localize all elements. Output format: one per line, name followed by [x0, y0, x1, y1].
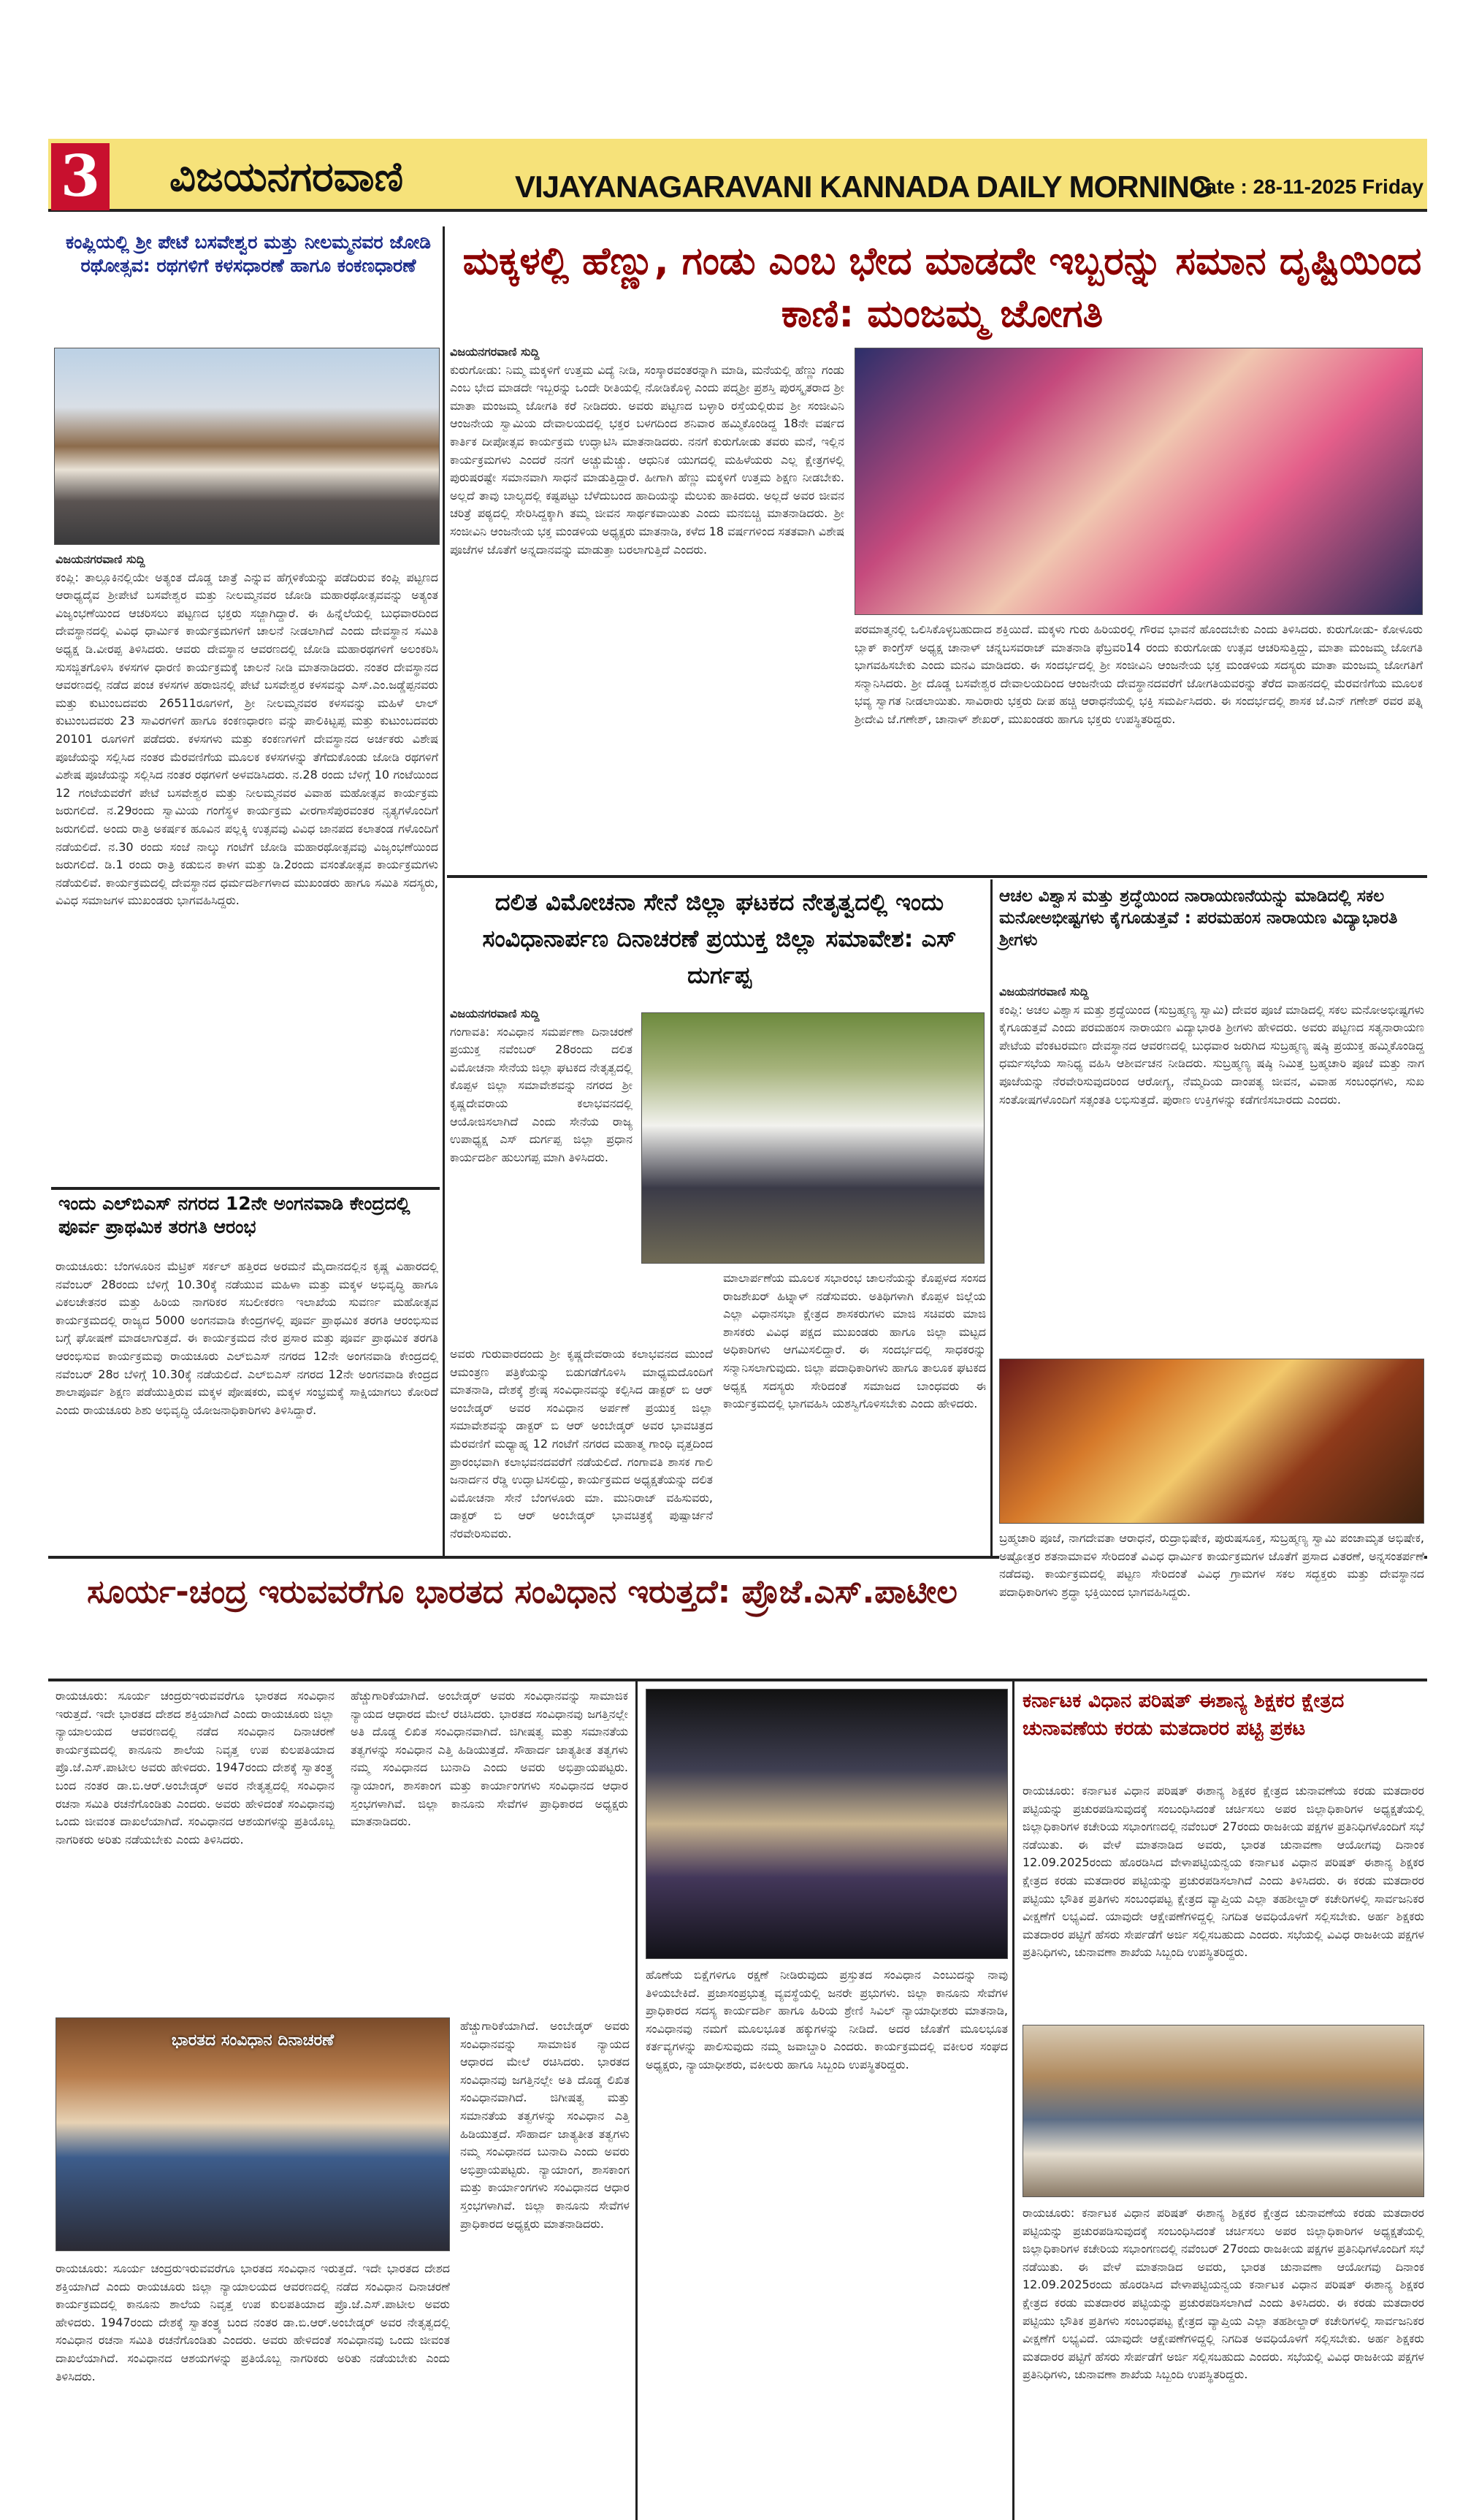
column-divider [635, 1680, 638, 2520]
masthead-title-kannada: ವಿಜಯನಗರವಾಣಿ [169, 153, 404, 201]
column-divider [990, 879, 993, 1556]
article-dalit-right [723, 1269, 986, 1553]
article-body: ರಾಯಚೂರು: ಸೂರ್ಯ ಚಂದ್ರರುಇರುವವರೆಗೂ ಭಾರತದ ಸಂವಿಧಾನ ಇರುತ್ತದೆ. ಇದೇ ಭಾರತದ ದೇಶದ ಶಕ್ತಿಯಾಗಿದೆ ಎಂದು ರಾಯಚೂರು ಜಿಲ್ಲಾ ನ್ಯಾಯಾಲಯದ ಆವರಣದಲ್ಲಿ ನಡೆದ ಸಂವಿಧಾನ ದಿನಾಚರಣೆ ಕಾರ್ಯಕ್ರಮದಲ್ಲಿ ಕಾನೂನು ಶಾಲೆಯ ನಿವೃತ್ತ ಉಪ ಕುಲಪತಿಯಾದ ಪ್ರೊ.ಜೆ.ಎಸ್.ಪಾಟೀಲ ಅವರು ಹೇಳಿದರು. 1947ರಂದು ದೇಶಕ್ಕೆ ಸ್ವಾತಂತ್ರ್ಯ ಬಂದ ನಂತರ ಡಾ.ಬಿ.ಆರ್.ಅಂಬೇಡ್ಕರ್ ಅವರ ನೇತೃತ್ವದಲ್ಲಿ ಸಂವಿಧಾನ ರಚನಾ ಸಮಿತಿ ರಚನೆಗೊಂಡಿತು ಎಂದರು. ಅವರು ಹೇಳಿದಂತೆ ಸಂವಿಧಾನವು ಒಂದು ಜೀವಂತ ದಾಖಲೆಯಾಗಿದೆ. ಸಂವಿಧಾನದ ಆಶಯಗಳನ್ನು ಪ್ರತಿಯೊಬ್ಬ ನಾಗರಿಕರು ಅರಿತು ನಡೆಯಬೇಕು ಎಂದು ತಿಳಿಸಿದರು. [56, 1689, 335, 1847]
article-council-bottom [1023, 2204, 1424, 2508]
column-divider [1012, 1680, 1014, 2520]
section-divider [447, 875, 1427, 878]
article-body: ಹೊಣೆಯ ಬಿಕ್ಷೆಗಳಿಗೂ ರಕ್ಷಣೆ ನೀಡಿರುವುದು ಪ್ರಸ್ತುತದ ಸಂವಿಧಾನ ಎಂಬುದನ್ನು ನಾವು ತಿಳಿಯಬೇಕಿದೆ. ಪ್ರಜಾಸಂಪ್ರಭುತ್ವ ವ್ಯವಸ್ಥೆಯಲ್ಲಿ ಜನರೇ ಪ್ರಭುಗಳು. ಜಿಲ್ಲಾ ಕಾನೂನು ಸೇವೆಗಳ ಪ್ರಾಧಿಕಾರದ ಸದಸ್ಯ ಕಾರ್ಯದರ್ಶಿ ಹಾಗೂ ಹಿರಿಯ ಶ್ರೇಣಿ ಸಿವಿಲ್ ನ್ಯಾಯಾಧೀಶರು ಮಾತನಾಡಿ, ಸಂವಿಧಾನವು ನಮಗೆ ಮೂಲಭೂತ ಹಕ್ಕುಗಳನ್ನು ನೀಡಿದೆ. ಅದರ ಜೊತೆಗೆ ಮೂಲಭೂತ ಕರ್ತವ್ಯಗಳನ್ನು ಪಾಲಿಸುವುದು ನಮ್ಮ ಜವಾಬ್ದಾರಿ ಎಂದರು. ಕಾರ್ಯಕ್ರಮದಲ್ಲಿ ವಕೀಲರ ಸಂಘದ ಅಧ್ಯಕ್ಷರು, ನ್ಯಾಯಾಧೀಶರು, ವಕೀಲರು ಹಾಗೂ ಸಿಬ್ಬಂದಿ ಉಪಸ್ಥಿತರಿದ್ದರು. [646, 1968, 1008, 2072]
headline-council: ಕರ್ನಾಟಕ ವಿಧಾನ ಪರಿಷತ್ ಈಶಾನ್ಯ ಶಿಕ್ಷಕರ ಕ್ಷೇತ್ರದ ಚುನಾವಣೆಯ ಕರಡು ಮತದಾರರ ಪಟ್ಟಿ ಪ್ರಕಟ [1023, 1689, 1345, 1740]
byline: ವಿಜಯನಗರವಾಣಿ ಸುದ್ದಿ [450, 1007, 540, 1020]
headline-main: ಮಕ್ಕಳಲ್ಲಿ ಹೆಣ್ಣು, ಗಂಡು ಎಂಬ ಭೇದ ಮಾಡದೇ ಇಬ್ಬರನ್ನು ಸಮಾನ ದೃಷ್ಟಿಯಿಂದ ಕಾಣಿ: ಮಂಜಮ್ಮ ಜೋಗತಿ [462, 240, 1422, 336]
section-divider [51, 1187, 440, 1190]
headline-guru: ಆಚಲ ವಿಶ್ವಾಸ ಮತ್ತು ಶ್ರದ್ಧೆಯಿಂದ ನಾರಾಯಣನೆಯನ್ನು ಮಾಡಿದಲ್ಲಿ ಸಕಲ ಮನೋಅಭೀಷ್ಟಗಳು ಕೈಗೂಡುತ್ತವೆ : ಪರಮಹಂಸ ನಾರಾಯಣ ವಿದ್ಯಾಭಾರತಿ ಶ್ರೀಗಳು [999, 887, 1398, 950]
headline-anganwadi: ಇಂದು ಎಲ್‌ಬಿಎಸ್ ನಗರದ 12ನೇ ಅಂಗನವಾಡಿ ಕೇಂದ್ರದಲ್ಲಿ ಪೂರ್ವ ಪ್ರಾಥಮಿಕ ತರಗತಿ ಆರಂಭ [58, 1193, 410, 1237]
photo-council-meeting [1023, 2025, 1424, 2197]
section-divider [48, 1679, 1427, 1681]
headline-dalit: ದಲಿತ ವಿಮೋಚನಾ ಸೇನೆ ಜಿಲ್ಲಾ ಘಟಕದ ನೇತೃತ್ವದಲ್ಲಿ ಇಂದು ಸಂವಿಧಾನಾರ್ಪಣ ದಿನಾಚರಣೆ ಪ್ರಯುಕ್ತ ಜಿಲ್ಲಾ ಸಮಾವೇಶ: ಎಸ್ ದುರ್ಗಪ್ಪ [482, 888, 957, 989]
masthead-date: Date : 28-11-2025 Friday [1191, 175, 1424, 198]
byline: ವಿಜಯನಗರವಾಣಿ ಸುದ್ದಿ [56, 552, 145, 566]
article-body: ಗಂಗಾವತಿ: ಸಂವಿಧಾನ ಸಮರ್ಪಣಾ ದಿನಾಚರಣೆ ಪ್ರಯುಕ್ತ ನವೆಂಬರ್ 28ರಂದು ದಲಿತ ವಿಮೋಚನಾ ಸೇನೆಯ ಜಿಲ್ಲಾ ಘಟಕದ ನೇತೃತ್ವದಲ್ಲಿ ಕೊಪ್ಪಳ ಜಿಲ್ಲಾ ಸಮಾವೇಶವನ್ನು ನಗರದ ಶ್ರೀ ಕೃಷ್ಣದೇವರಾಯ ಕಲಾಭವನದಲ್ಲಿ ಆಯೋಜಿಸಲಾಗಿದೆ ಎಂದು ಸೇನೆಯ ರಾಜ್ಯ ಉಪಾಧ್ಯಕ್ಷ ಎಸ್ ದುರ್ಗಪ್ಪ ಜಿಲ್ಲಾ ಪ್ರಧಾನ ಕಾರ್ಯದರ್ಶಿ ಹುಲುಗಪ್ಪ ಮಾಗಿ ತಿಳಿಸಿದರು. [450, 1024, 633, 1164]
page-number: 3 [51, 143, 110, 210]
article-main-right [855, 621, 1423, 869]
masthead-title-english: VIJAYANAGARAVANI KANNADA DAILY MORNING [515, 169, 1212, 204]
article-body: ಹೆಚ್ಚುಗಾರಿಕೆಯಾಗಿದೆ. ಅಂಬೇಡ್ಕರ್ ಅವರು ಸಂವಿಧಾನವನ್ನು ಸಾಮಾಜಿಕ ನ್ಯಾಯದ ಆಧಾರದ ಮೇಲೆ ರಚಿಸಿದರು. ಭಾರತದ ಸಂವಿಧಾನವು ಜಗತ್ತಿನಲ್ಲೇ ಅತಿ ದೊಡ್ಡ ಲಿಖಿತ ಸಂವಿಧಾನವಾಗಿದೆ. ಜಿಗೀಷತ್ವ ಮತ್ತು ಸಮಾನತೆಯ ತತ್ವಗಳನ್ನು ಸಂವಿಧಾನ ಎತ್ತಿ ಹಿಡಿಯುತ್ತದೆ. ಸೌಹಾರ್ದ ಜಾತ್ಯತೀತ ತತ್ವಗಳು ನಮ್ಮ ಸಂವಿಧಾನದ ಬುನಾದಿ ಎಂದು ಅವರು ಅಭಿಪ್ರಾಯಪಟ್ಟರು. ನ್ಯಾಯಾಂಗ, ಶಾಸಕಾಂಗ ಮತ್ತು ಕಾರ್ಯಾಂಗಗಳು ಸಂವಿಧಾನದ ಆಧಾರ ಸ್ತಂಭಗಳಾಗಿವೆ. ಜಿಲ್ಲಾ ಕಾನೂನು ಸೇವೆಗಳ ಪ್ರಾಧಿಕಾರದ ಅಧ್ಯಕ್ಷರು ಮಾತನಾಡಿದರು. [351, 1689, 628, 1829]
photo-banner-text: ಭಾರತದ ಸಂವಿಧಾನ ದಿನಾಚರಣೆ [171, 2031, 335, 2050]
article-guru-top [999, 983, 1424, 1348]
headline-chariot: ಕಂಪ್ಲಿಯಲ್ಲಿ ಶ್ರೀ ಪೇಟೆ ಬಸವೇಶ್ವರ ಮತ್ತು ನೀಲಮ್ಮನವರ ಜೋಡಿ ರಥೋತ್ಸವ: ರಥಗಳಿಗೆ ಕಳಸಧಾರಣೆ ಹಾಗೂ ಕಂಕಣಧಾರಣೆ [65, 232, 432, 276]
article-constitution-col2 [351, 1687, 628, 2009]
article-body: ಅವರು ಗುರುವಾರದಂದು ಶ್ರೀ ಕೃಷ್ಣದೇವರಾಯ ಕಲಾಭವನದ ಮುಂದೆ ಆಮಂತ್ರಣ ಪತ್ರಿಕೆಯನ್ನು ಬಿಡುಗಡೆಗೊಳಿಸಿ ಮಾಧ್ಯಮದೊಂದಿಗೆ ಮಾತನಾಡಿ, ದೇಶಕ್ಕೆ ಶ್ರೇಷ್ಠ ಸಂವಿಧಾನವನ್ನು ಕಲ್ಪಿಸಿದ ಡಾಕ್ಟರ್ ಬಿ ಆರ್ ಅಂಬೇಡ್ಕರ್ ಅವರ ಸಂವಿಧಾನ ಅರ್ಪಣೆ ಪ್ರಯುಕ್ತ ಜಿಲ್ಲಾ ಸಮಾವೇಶವನ್ನು ಡಾಕ್ಟರ್ ಬಿ ಆರ್ ಅಂಬೇಡ್ಕರ್ ಅವರ ಭಾವಚಿತ್ರದ ಮೆರವಣಿಗೆ ಮಧ್ಯಾಹ್ನ 12 ಗಂಟೆಗೆ ನಗರದ ಮಹಾತ್ಮ ಗಾಂಧಿ ವೃತ್ತದಿಂದ ಪ್ರಾರಂಭವಾಗಿ ಕಲಾಭವನದವರೆಗೆ ನಡೆಯಲಿದೆ. ಗಂಗಾವತಿ ಶಾಸಕ ಗಾಲಿ ಜನಾರ್ದನ ರೆಡ್ಡಿ ಉದ್ಘಾಟಿಸಲಿದ್ದು, ಕಾರ್ಯಕ್ರಮದ ಅಧ್ಯಕ್ಷತೆಯನ್ನು ದಲಿತ ವಿಮೋಚನಾ ಸೇನೆ ಬೆಂಗಳೂರು ಮಾ. ಮುನಿರಾಜ್ ವಹಿಸುವರು, ಡಾಕ್ಟರ್ ಬಿ ಆರ್ ಅಂಬೇಡ್ಕರ್ ಭಾವಚಿತ್ರಕ್ಕೆ ಪುಷ್ಪಾರ್ಚನೆ ನೆರವೇರಿಸುವರು. [450, 1347, 713, 1540]
byline: ವಿಜಯನಗರವಾಣಿ ಸುದ್ದಿ [450, 345, 540, 359]
photo-temple-ritual [999, 1359, 1424, 1524]
article-body: ಮಾಲಾರ್ಪಣೆಯ ಮೂಲಕ ಸಭಾರಂಭ ಚಾಲನೆಯನ್ನು ಕೊಪ್ಪಳದ ಸಂಸದ ರಾಜಶೇಖರ್ ಹಿಟ್ನಾಳ್ ನಡೆಸುವರು. ಅತಿಥಿಗಳಾಗಿ ಕೊಪ್ಪಳ ಜಿಲ್ಲೆಯ ಎಲ್ಲಾ ವಿಧಾನಸಭಾ ಕ್ಷೇತ್ರದ ಶಾಸಕರುಗಳು ಮಾಜಿ ಸಚಿವರು ಮಾಜಿ ಶಾಸಕರು ವಿವಿಧ ಪಕ್ಷದ ಮುಖಂಡರು ಹಾಗೂ ಜಿಲ್ಲಾ ಮಟ್ಟದ ಅಧಿಕಾರಿಗಳು ಆಗಮಿಸಲಿದ್ದಾರೆ. ಈ ಸಂದರ್ಭದಲ್ಲಿ ಸಾಧಕರನ್ನು ಸನ್ಮಾನಿಸಲಾಗುವುದು. ಜಿಲ್ಲಾ ಪದಾಧಿಕಾರಿಗಳು ಹಾಗೂ ತಾಲೂಕ ಘಟಕದ ಅಧ್ಯಕ್ಷ ಸದಸ್ಯರು ಸೇರಿದಂತೆ ಸಮಾಜದ ಬಾಂಧವರು ಈ ಕಾರ್ಯಕ್ರಮದಲ್ಲಿ ಭಾಗವಹಿಸಿ ಯಶಸ್ವಿಗೊಳಿಸಬೇಕು ಎಂದು ಹೇಳಿದರು. [723, 1271, 986, 1411]
article-anganwadi [56, 1258, 438, 1550]
photo-chariot-procession [54, 348, 440, 545]
article-dalit-top [450, 1005, 633, 1341]
article-constitution-col3 [646, 1966, 1008, 2508]
article-body: ಬ್ರಹ್ಮಚಾರಿ ಪೂಜೆ, ನಾಗದೇವತಾ ಆರಾಧನೆ, ರುದ್ರಾಭಿಷೇಕ, ಪುರುಷಸೂಕ್ತ, ಸುಬ್ರಹ್ಮಣ್ಯ ಸ್ವಾಮಿ ಪಂಚಾಮೃತ ಅಭಿಷೇಕ, ಅಷ್ಟೋತ್ತರ ಶತನಾಮಾವಳಿ ಸೇರಿದಂತೆ ವಿವಿಧ ಧಾರ್ಮಿಕ ಕಾರ್ಯಕ್ರಮಗಳ ಜೊತೆಗೆ ಪ್ರಸಾದ ವಿತರಣೆ, ಅನ್ನಸಂತರ್ಪಣೆ ನಡೆದವು. ಕಾರ್ಯಕ್ರಮದಲ್ಲಿ ಪಟ್ಟಣ ಸೇರಿದಂತೆ ವಿವಿಧ ಗ್ರಾಮಗಳ ಸಕಲ ಸದ್ಭಕ್ತರು ಮತ್ತು ದೇವಸ್ಥಾನದ ಪದಾಧಿಕಾರಿಗಳು ಶ್ರದ್ಧಾ ಭಕ್ತಿಯಿಂದ ಭಾಗವಹಿಸಿದ್ದರು. [999, 1531, 1424, 1599]
photo-invitation-release [641, 1012, 985, 1264]
column-divider [443, 226, 445, 1556]
photo-court-program [646, 1689, 1008, 1959]
article-constitution-col2b [460, 2017, 630, 2508]
article-body: ಕಂಪ್ಲಿ: ಅಚಲ ವಿಶ್ವಾಸ ಮತ್ತು ಶ್ರದ್ಧೆಯಿಂದ (ಸುಬ್ರಹ್ಮಣ್ಯ ಸ್ವಾಮಿ) ದೇವರ ಪೂಜೆ ಮಾಡಿದಲ್ಲಿ ಸಕಲ ಮನೋಅಭೀಷ್ಟಗಳು ಕೈಗೂಡುತ್ತವೆ ಎಂದು ಪರಮಹಂಸ ನಾರಾಯಣ ವಿದ್ಯಾಭಾರತಿ ಶ್ರೀಗಳು ಹೇಳಿದರು. ಅವರು ಪಟ್ಟಣದ ಸತ್ಯನಾರಾಯಣ ಪೇಟೆಯ ವೆಂಕಟರಮಣ ದೇವಸ್ಥಾನದ ಆವರಣದಲ್ಲಿ ಬುಧವಾರ ಜರುಗಿದ ಸುಬ್ರಹ್ಮಣ್ಯ ಷಷ್ಠಿ ಪ್ರಯುಕ್ತ ಹಮ್ಮಿಕೊಂಡಿದ್ದ ಧರ್ಮಸಭೆಯ ಸಾನಿಧ್ಯ ವಹಿಸಿ ಆಶೀರ್ವಚನ ನೀಡಿದರು. ಸುಬ್ರಹ್ಮಣ್ಯ ಷಷ್ಠಿ ನಿಮಿತ್ತ ಬ್ರಹ್ಮಚಾರಿ ಪೂಜೆ ಮತ್ತು ನಾಗ ಪೂಜೆಯನ್ನು ನೆರವೇರಿಸುವುದರಿಂದ ಆರೋಗ್ಯ, ನೆಮ್ಮದಿಯ ದಾಂಪತ್ಯ ಜೀವನ, ವಿವಾಹ ಸಂಬಂಧಗಳು, ಸುಖ ಸಂತೋಷಗಳೊಂದಿಗೆ ಸತ್ಸಂತತಿ ಲಭಿಸುತ್ತದೆ. ಪುರಾಣ ಉಕ್ತಿಗಳನ್ನು ಕಡೆಗಣಿಸಬಾರದು ಎಂದರು. [999, 1002, 1424, 1107]
photo-constitution-day [56, 2017, 450, 2251]
article-chariot [56, 551, 438, 1180]
article-body: ಪರಮಾತ್ಮನಲ್ಲಿ ಒಲಿಸಿಕೊಳ್ಳಬಹುದಾದ ಶಕ್ತಿಯಿದೆ. ಮಕ್ಕಳು ಗುರು ಹಿರಿಯರಲ್ಲಿ ಗೌರವ ಭಾವನೆ ಹೊಂದಬೇಕು ಎಂದು ತಿಳಿಸಿದರು. ಕುರುಗೋಡು- ಕೋಳೂರು ಬ್ಲಾಕ್ ಕಾಂಗ್ರೆಸ್ ಅಧ್ಯಕ್ಷ ಚಾನಾಳ್ ಚನ್ನಬಸವರಾಜ್ ಮಾತನಾಡಿ ಫೆಬ್ರವರಿ14 ರಂದು ಕುರುಗೋಡು ಉತ್ಸವ ಆಚರಿಸುತ್ತಿದ್ದು, ಮಾತಾ ಮಂಜಮ್ಮ ಜೋಗತಿ ಭಾಗವಹಿಸಬೇಕು ಎಂದು ಮನವಿ ಮಾಡಿದರು. ಈ ಸಂದರ್ಭದಲ್ಲಿ ಶ್ರೀ ಸಂಜೀವಿನಿ ಆಂಜನೇಯ ಭಕ್ತ ಮಂಡಳಿಯ ಸದಸ್ಯರು ಮಾತಾ ಮಂಜಮ್ಮ ಜೋಗತಿಗೆ ಸನ್ಮಾನಿಸಿದರು. ಶ್ರೀ ದೊಡ್ಡ ಬಸವೇಶ್ವರ ದೇವಾಲಯದಿಂದ ಆಂಜನೇಯ ದೇವಸ್ಥಾನದವರೆಗೆ ಜೋಗತಿಯವರನ್ನು ತೆರೆದ ವಾಹನದಲ್ಲಿ ಮೆರವಣಿಗೆಯ ಮೂಲಕ ಭವ್ಯ ಸ್ವಾಗತ ನೀಡಲಾಯಿತು. ಸಾವಿರಾರು ಭಕ್ತರು ದೀಪ ಹಚ್ಚಿ ಆರಾಧನೆಯಲ್ಲಿ ಭಕ್ತಿ ಸಮರ್ಪಿಸಿದರು. ಈ ಸಂದರ್ಭದಲ್ಲಿ ಶಾಸಕ ಜೆ.ಎನ್ ಗಣೇಶ್ ರವರ ಪತ್ನಿ ಶ್ರೀದೇವಿ ಜೆ.ಗಣೇಶ್, ಚಾನಾಳ್ ಶೇಖರ್, ಮುಖಂಡರು ಹಾಗೂ ಭಕ್ತರು ಉಪಸ್ಥಿತರಿದ್ದರು. [855, 622, 1423, 726]
article-guru-bottom [999, 1530, 1424, 1676]
article-dalit-mid [450, 1345, 713, 1553]
article-body: ರಾಯಚೂರು: ಕರ್ನಾಟಕ ವಿಧಾನ ಪರಿಷತ್ ಈಶಾನ್ಯ ಶಿಕ್ಷಕರ ಕ್ಷೇತ್ರದ ಚುನಾವಣೆಯ ಕರಡು ಮತದಾರರ ಪಟ್ಟಿಯನ್ನು ಪ್ರಚುರಪಡಿಸುವುದಕ್ಕೆ ಸಂಬಂಧಿಸಿದಂತೆ ಚರ್ಚಿಸಲು ಅಪರ ಜಿಲ್ಲಾಧಿಕಾರಿಗಳ ಅಧ್ಯಕ್ಷತೆಯಲ್ಲಿ ಜಿಲ್ಲಾಧಿಕಾರಿಗಳ ಕಚೇರಿಯ ಸಭಾಂಗಣದಲ್ಲಿ ನವೆಂಬರ್ 27ರಂದು ರಾಜಕೀಯ ಪಕ್ಷಗಳ ಪ್ರತಿನಿಧಿಗಳೊಂದಿಗೆ ಸಭೆ ನಡೆಯಿತು. ಈ ವೇಳೆ ಮಾತನಾಡಿದ ಅವರು, ಭಾರತ ಚುನಾವಣಾ ಆಯೋಗವು ದಿನಾಂಕ 12.09.2025ರಂದು ಹೊರಡಿಸಿದ ವೇಳಾಪಟ್ಟಿಯನ್ವಯ ಕರ್ನಾಟಕ ವಿಧಾನ ಪರಿಷತ್ ಈಶಾನ್ಯ ಶಿಕ್ಷಕರ ಕ್ಷೇತ್ರದ ಕರಡು ಮತದಾರರ ಪಟ್ಟಿಯನ್ನು ಪ್ರಚುರಪಡಿಸಲಾಗಿದೆ ಎಂದು ತಿಳಿಸಿದರು. ಈ ಕರಡು ಮತದಾರರ ಪಟ್ಟಿಯು ಭೌತಿಕ ಪ್ರತಿಗಳು ಸಂಬಂಧಪಟ್ಟ ಕ್ಷೇತ್ರದ ವ್ಯಾಪ್ತಿಯ ಎಲ್ಲಾ ತಹಶೀಲ್ದಾರ್ ಕಚೇರಿಗಳಲ್ಲಿ ಸಾರ್ವಜನಿಕರ ವೀಕ್ಷಣೆಗೆ ಲಭ್ಯವಿದೆ. ಯಾವುದೇ ಆಕ್ಷೇಪಣೆಗಳಿದ್ದಲ್ಲಿ ನಿಗದಿತ ಅವಧಿಯೊಳಗೆ ಸಲ್ಲಿಸಬೇಕು. ಅರ್ಹ ಶಿಕ್ಷಕರು ಮತದಾರರ ಪಟ್ಟಿಗೆ ಹೆಸರು ಸೇರ್ಪಡೆಗೆ ಅರ್ಜಿ ಸಲ್ಲಿಸಬಹುದು ಎಂದರು. ಸಭೆಯಲ್ಲಿ ವಿವಿಧ ರಾಜಕೀಯ ಪಕ್ಷಗಳ ಪ್ರತಿನಿಧಿಗಳು, ಚುನಾವಣಾ ಶಾಖೆಯ ಸಿಬ್ಬಂದಿ ಉಪಸ್ಥಿತರಿದ್ದರು. [1023, 1784, 1424, 1960]
article-body: ಕಂಪ್ಲಿ: ತಾಲ್ಲೂಕಿನಲ್ಲಿಯೇ ಅತ್ಯಂತ ದೊಡ್ಡ ಜಾತ್ರೆ ಎನ್ನುವ ಹೆಗ್ಗಳಿಕೆಯನ್ನು ಪಡೆದಿರುವ ಕಂಪ್ಲಿ ಪಟ್ಟಣದ ಆರಾಧ್ಯದೈವ ಶ್ರೀಪೇಟೆ ಬಸವೇಶ್ವರ ಮತ್ತು ನೀಲಮ್ಮನವರ ಜೋಡಿ ಮಹಾರಥೋತ್ಸವವನ್ನು ಅತ್ಯಂತ ವಿಜೃಂಭಣೆಯಿಂದ ಆಚರಿಸಲು ಪಟ್ಟಣದ ಭಕ್ತರು ಸಜ್ಜಾಗಿದ್ದಾರೆ. ಈ ಹಿನ್ನೆಲೆಯಲ್ಲಿ ಬುಧವಾರದಿಂದ ದೇವಸ್ಥಾನದಲ್ಲಿ ವಿವಿಧ ಧಾರ್ಮಿಕ ಕಾರ್ಯಕ್ರಮಗಳಿಗೆ ಚಾಲನೆ ನೀಡಲಾಗಿದೆ ಎಂದು ದೇವಸ್ಥಾನ ಸಮಿತಿ ಅಧ್ಯಕ್ಷ ಡಿ.ವೀರಪ್ಪ ತಿಳಿಸಿದರು. ಆವರು ದೇವಸ್ಥಾನ ಆವರಣದಲ್ಲಿ ಜೋಡಿ ಮಹಾರಥಗಳಿಗೆ ಅಲಂಕರಿಸಿ ಸುಸಜ್ಜಿತಗೊಳಿಸಿ ಕಳಸಗಳ ಧಾರಣಿ ಕಾರ್ಯಕ್ರಮಕ್ಕೆ ಚಾಲನೆ ನೀಡಿ ಮಾತನಾಡಿದರು. ನಂತರ ದೇವಸ್ಥಾನದ ಆವರಣದಲ್ಲಿ ನಡೆದ ಪಂಚ ಕಳಸಗಳ ಹರಾಜಿನಲ್ಲಿ ಪೇಟೆ ಬಸವೇಶ್ವರ ಕಳಸವನ್ನು ಎಸ್.ಎಂ.ಜಡ್ಡೆಪ್ಪನವರು ಮತ್ತು ಕುಟುಂಬದವರು 26511ರೂಗಳಿಗೆ, ಶ್ರೀ ನೀಲಮ್ಮನವರ ಕಳಸವನ್ನು ಮಹಿಳೆ ಲಾಲ್ ಕುಟುಂಬದವರು 23 ಸಾವಿರಗಳಿಗೆ ಹಾಗೂ ಕಂಕಣಧಾರಣ ವನ್ನು ಪಾಲಿಕಿಟ್ಟಪ್ಪ ಮತ್ತು ಕುಟುಂಬದವರು 20101 ರೂಗಳಿಗೆ ಪಡೆದರು. ಕಳಸಗಳು ಮತ್ತು ಕಂಕಣಗಳಿಗೆ ದೇವಸ್ಥಾನದ ಅರ್ಚಕರು ವಿಶೇಷ ಪೂಜೆಯನ್ನು ಸಲ್ಲಿಸಿದ ನಂತರ ಮೆರವಣಿಗೆಯ ಮೂಲಕ ಕಳಸಗಳನ್ನು ತೆಗೆದುಕೊಂಡು ಜೋಡಿ ರಥಗಳಿಗೆ ವಿಶೇಷ ಪೂಜೆಯನ್ನು ಸಲ್ಲಿಸಿದ ನಂತರ ರಥಗಳಿಗೆ ಅಳವಡಿಸಿದರು. ನ.28 ರಂದು ಬೆಳಿಗ್ಗೆ 10 ಗಂಟೆಯಿಂದ 12 ಗಂಟೆಯವರೆಗೆ ಪೇಟೆ ಬಸವೇಶ್ವರ ಮತ್ತು ನೀಲಮ್ಮನವರ ವಿವಾಹ ಮಹೋತ್ಸವ ಕಾರ್ಯಕ್ರಮ ಜರುಗಲಿದೆ. ನ.29ರಂದು ಸ್ವಾಮಿಯ ಗಂಗೆಸ್ಥಳ ಕಾರ್ಯಕ್ರಮ ವೀರಗಾಸೆಪುರವಂತರ ನೃತ್ಯಗಳೊಂದಿಗೆ ಜರುಗಲಿದೆ. ಅಂದು ರಾತ್ರಿ ಅಕರ್ಷಕ ಹೂವಿನ ಪಲ್ಲಕ್ಕಿ ಉತ್ಸವವು ವಿವಿಧ ಜಾನಪದ ಕಲಾತಂಡ ಗಳೊಂದಿಗೆ ನಡೆಯಲಿದೆ. ನ.30 ರಂದು ಸಂಜೆ ನಾಲ್ಕು ಗಂಟೆಗೆ ಜೋಡಿ ಮಹಾರಥೋತ್ಸವವು ವಿಜೃಂಭಣೆಯಿಂದ ಜರುಗಲಿದೆ. ಡಿ.1 ರಂದು ರಾತ್ರಿ ಕಡುಬಿನ ಕಾಳಗ ಮತ್ತು ಡಿ.2ರಂದು ವಸಂತೋತ್ಸವ ಕಾರ್ಯಕ್ರಮಗಳು ನಡೆಯಲಿವೆ. ಕಾರ್ಯಕ್ರಮದಲ್ಲಿ ದೇವಸ್ಥಾನದ ಧರ್ಮದರ್ಶಿಗಳಾದ ಮುಖಂಡರು ಹಾಗೂ ಸಮಿತಿ ಸದಸ್ಯರು, ವಿವಿಧ ಸಮಾಜಗಳ ಮುಖಂಡರು ಭಾಗವಹಿಸಿದ್ದರು. [56, 570, 438, 908]
article-body: ರಾಯಚೂರು: ಬೆಂಗಳೂರಿನ ಮೆಟ್ರಿಕ್ ಸರ್ಕಲ್ ಹತ್ತಿರದ ಅರಮನೆ ಮೈದಾನದಲ್ಲಿನ ಕೃಷ್ಣ ವಿಹಾರದಲ್ಲಿ ನವೆಂಬರ್ 28ರಂದು ಬೆಳಿಗ್ಗೆ 10.30ಕ್ಕೆ ನಡೆಯುವ ಮಹಿಳಾ ಮತ್ತು ಮಕ್ಕಳ ಅಭಿವೃದ್ಧಿ ಹಾಗೂ ವಿಕಲಚೇತನರ ಮತ್ತು ಹಿರಿಯ ನಾಗರಿಕರ ಸಬಲೀಕರಣ ಇಲಾಖೆಯ ಸುವರ್ಣ ಮಹೋತ್ಸವ ಕಾರ್ಯಕ್ರಮದಲ್ಲಿ ರಾಜ್ಯದ 5000 ಅಂಗನವಾಡಿ ಕೇಂದ್ರಗಳಲ್ಲಿ ಪೂರ್ವ ಪ್ರಾಥಮಿಕ ತರಗತಿ ಆರಂಭಿಸುವ ಬಗ್ಗೆ ಘೋಷಣೆ ಮಾಡಲಾಗುತ್ತದೆ. ಈ ಕಾರ್ಯಕ್ರಮದ ನೇರ ಪ್ರಸಾರ ಮತ್ತು ಪೂರ್ವ ಪ್ರಾಥಮಿಕ ತರಗತಿ ಆರಂಭಿಸುವ ಕಾರ್ಯಕ್ರಮವು ರಾಯಚೂರು ಎಲ್‌ಬಿಎಸ್ ನಗರದ 12ನೇ ಅಂಗನವಾಡಿ ಕೇಂದ್ರದಲ್ಲಿ ನವೆಂಬರ್ 28ರ ಬೆಳಿಗ್ಗೆ 10.30ಕ್ಕೆ ನಡೆಯಲಿದೆ. ಎಲ್‌ಬಿಎಸ್ ನಗರದ 12ನೇ ಅಂಗನವಾಡಿ ಕೇಂದ್ರದ ಶಾಲಾಪೂರ್ವ ಶಿಕ್ಷಣ ಪಡೆಯುತ್ತಿರುವ ಮಕ್ಕಳ ಪೋಷಕರು, ಮಕ್ಕಳ ಸಂಭ್ರಮಕ್ಕೆ ಸಾಕ್ಷಿಯಾಗಲು ಕೋರಿದೆ ಎಂದು ರಾಯಚೂರು ಶಿಶು ಅಭಿವೃದ್ಧಿ ಯೋಜನಾಧಿಕಾರಿಗಳು ತಿಳಿಸಿದ್ದಾರೆ. [56, 1259, 438, 1417]
article-constitution-col1 [56, 1687, 335, 2009]
headline-constitution: ಸೂರ್ಯ-ಚಂದ್ರ ಇರುವವರೆಗೂ ಭಾರತದ ಸಂವಿಧಾನ ಇರುತ್ತದೆ: ಪ್ರೊಜೆ.ಎಸ್.ಪಾಟೀಲ [87, 1573, 958, 1611]
article-constitution-col1b [56, 2260, 450, 2508]
article-body: ರಾಯಚೂರು: ಕರ್ನಾಟಕ ವಿಧಾನ ಪರಿಷತ್ ಈಶಾನ್ಯ ಶಿಕ್ಷಕರ ಕ್ಷೇತ್ರದ ಚುನಾವಣೆಯ ಕರಡು ಮತದಾರರ ಪಟ್ಟಿಯನ್ನು ಪ್ರಚುರಪಡಿಸುವುದಕ್ಕೆ ಸಂಬಂಧಿಸಿದಂತೆ ಚರ್ಚಿಸಲು ಅಪರ ಜಿಲ್ಲಾಧಿಕಾರಿಗಳ ಅಧ್ಯಕ್ಷತೆಯಲ್ಲಿ ಜಿಲ್ಲಾಧಿಕಾರಿಗಳ ಕಚೇರಿಯ ಸಭಾಂಗಣದಲ್ಲಿ ನವೆಂಬರ್ 27ರಂದು ರಾಜಕೀಯ ಪಕ್ಷಗಳ ಪ್ರತಿನಿಧಿಗಳೊಂದಿಗೆ ಸಭೆ ನಡೆಯಿತು. ಈ ವೇಳೆ ಮಾತನಾಡಿದ ಅವರು, ಭಾರತ ಚುನಾವಣಾ ಆಯೋಗವು ದಿನಾಂಕ 12.09.2025ರಂದು ಹೊರಡಿಸಿದ ವೇಳಾಪಟ್ಟಿಯನ್ವಯ ಕರ್ನಾಟಕ ವಿಧಾನ ಪರಿಷತ್ ಈಶಾನ್ಯ ಶಿಕ್ಷಕರ ಕ್ಷೇತ್ರದ ಕರಡು ಮತದಾರರ ಪಟ್ಟಿಯನ್ನು ಪ್ರಚುರಪಡಿಸಲಾಗಿದೆ ಎಂದು ತಿಳಿಸಿದರು. ಈ ಕರಡು ಮತದಾರರ ಪಟ್ಟಿಯು ಭೌತಿಕ ಪ್ರತಿಗಳು ಸಂಬಂಧಪಟ್ಟ ಕ್ಷೇತ್ರದ ವ್ಯಾಪ್ತಿಯ ಎಲ್ಲಾ ತಹಶೀಲ್ದಾರ್ ಕಚೇರಿಗಳಲ್ಲಿ ಸಾರ್ವಜನಿಕರ ವೀಕ್ಷಣೆಗೆ ಲಭ್ಯವಿದೆ. ಯಾವುದೇ ಆಕ್ಷೇಪಣೆಗಳಿದ್ದಲ್ಲಿ ನಿಗದಿತ ಅವಧಿಯೊಳಗೆ ಸಲ್ಲಿಸಬೇಕು. ಅರ್ಹ ಶಿಕ್ಷಕರು ಮತದಾರರ ಪಟ್ಟಿಗೆ ಹೆಸರು ಸೇರ್ಪಡೆಗೆ ಅರ್ಜಿ ಸಲ್ಲಿಸಬಹುದು ಎಂದರು. ಸಭೆಯಲ್ಲಿ ವಿವಿಧ ರಾಜಕೀಯ ಪಕ್ಷಗಳ ಪ್ರತಿನಿಧಿಗಳು, ಚುನಾವಣಾ ಶಾಖೆಯ ಸಿಬ್ಬಂದಿ ಉಪಸ್ಥಿತರಿದ್ದರು. [1023, 2206, 1424, 2382]
byline: ವಿಜಯನಗರವಾಣಿ ಸುದ್ದಿ [999, 985, 1089, 999]
article-main-left [450, 343, 844, 869]
article-council-top [1023, 1782, 1424, 2016]
photo-felicitation [855, 348, 1423, 615]
article-body: ಹೆಚ್ಚುಗಾರಿಕೆಯಾಗಿದೆ. ಅಂಬೇಡ್ಕರ್ ಅವರು ಸಂವಿಧಾನವನ್ನು ಸಾಮಾಜಿಕ ನ್ಯಾಯದ ಆಧಾರದ ಮೇಲೆ ರಚಿಸಿದರು. ಭಾರತದ ಸಂವಿಧಾನವು ಜಗತ್ತಿನಲ್ಲೇ ಅತಿ ದೊಡ್ಡ ಲಿಖಿತ ಸಂವಿಧಾನವಾಗಿದೆ. ಜಿಗೀಷತ್ವ ಮತ್ತು ಸಮಾನತೆಯ ತತ್ವಗಳನ್ನು ಸಂವಿಧಾನ ಎತ್ತಿ ಹಿಡಿಯುತ್ತದೆ. ಸೌಹಾರ್ದ ಜಾತ್ಯತೀತ ತತ್ವಗಳು ನಮ್ಮ ಸಂವಿಧಾನದ ಬುನಾದಿ ಎಂದು ಅವರು ಅಭಿಪ್ರಾಯಪಟ್ಟರು. ನ್ಯಾಯಾಂಗ, ಶಾಸಕಾಂಗ ಮತ್ತು ಕಾರ್ಯಾಂಗಗಳು ಸಂವಿಧಾನದ ಆಧಾರ ಸ್ತಂಭಗಳಾಗಿವೆ. ಜಿಲ್ಲಾ ಕಾನೂನು ಸೇವೆಗಳ ಪ್ರಾಧಿಕಾರದ ಅಧ್ಯಕ್ಷರು ಮಾತನಾಡಿದರು. [460, 2019, 630, 2231]
article-body: ಕುರುಗೋಡು: ನಿಮ್ಮ ಮಕ್ಕಳಿಗೆ ಉತ್ತಮ ವಿದ್ಯೆ ನೀಡಿ, ಸಂಸ್ಕಾರವಂತರನ್ನಾಗಿ ಮಾಡಿ, ಮನೆಯಲ್ಲಿ ಹೆಣ್ಣು ಗಂಡು ಎಂಬ ಭೇದ ಮಾಡದೇ ಇಬ್ಬರನ್ನು ಒಂದೇ ರೀತಿಯಲ್ಲಿ ನೋಡಿಕೊಳ್ಳಿ ಎಂದು ಪದ್ಮಶ್ರೀ ಪ್ರಶಸ್ತಿ ಪುರಸ್ಕೃತರಾದ ಶ್ರೀ ಮಾತಾ ಮಂಜಮ್ಮ ಜೋಗತಿ ಕರೆ ನೀಡಿದರು. ಅವರು ಪಟ್ಟಣದ ಬಳ್ಳಾರಿ ರಸ್ತೆಯಲ್ಲಿರುವ ಶ್ರೀ ಸಂಜೀವಿನಿ ಆಂಜನೇಯ ಸ್ವಾಮಿಯ ದೇವಾಲಯದಲ್ಲಿ ಭಕ್ತರ ಬಳಗದಿಂದ ಶನಿವಾರ ಹಮ್ಮಿಕೊಂಡಿದ್ದ 18ನೇ ವರ್ಷದ ಕಾರ್ತಿಕ ದೀಪೋತ್ಸವ ಕಾರ್ಯಕ್ರಮ ಉದ್ಘಾಟಿಸಿ ಮಾತನಾಡಿದರು. ನನಗೆ ಕುರುಗೋಡು ತವರು ಮನೆ, ಇಲ್ಲಿನ ಕಾರ್ಯಕ್ರಮಗಳು ಎಂದರೆ ನನಗೆ ಅಚ್ಚುಮೆಚ್ಚು. ಆಧುನಿಕ ಯುಗದಲ್ಲಿ ಮಹಿಳೆಯರು ಎಲ್ಲ ಕ್ಷೇತ್ರಗಳಲ್ಲಿ ಪುರುಷರಷ್ಟೇ ಸಮಾನವಾಗಿ ಸಾಧನೆ ಮಾಡುತ್ತಿದ್ದಾರೆ. ಹೀಗಾಗಿ ಹೆಣ್ಣು ಮಕ್ಕಳಿಗೆ ಉತ್ತಮ ಶಿಕ್ಷಣ ನೀಡಬೇಕು. ಅಲ್ಲದೆ ತಾವು ಬಾಲ್ಯದಲ್ಲಿ ಕಷ್ಟಪಟ್ಟು ಬೆಳೆದುಬಂದ ಹಾದಿಯನ್ನು ಮೆಲುಕು ಹಾಕಿದರು. ಅಲ್ಲದೆ ಅವರ ಜೀವನ ಚರಿತ್ರೆ ಪಠ್ಯದಲ್ಲಿ ಸೇರಿಸಿದ್ದಕ್ಕಾಗಿ ತಮ್ಮ ಜೀವನ ಸಾರ್ಥಕವಾಯಿತು ಎಂದು ಮನಬಿಚ್ಚಿ ಮಾತನಾಡಿದರು. ಶ್ರೀ ಸಂಜೀವಿನಿ ಆಂಜನೇಯ ಭಕ್ತ ಮಂಡಳಿಯ ಅಧ್ಯಕ್ಷರು ಮಾತನಾಡಿ, ಕಳೆದ 18 ವರ್ಷಗಳಿಂದ ಸತತವಾಗಿ ವಿಶೇಷ ಪೂಜೆಗಳ ಜೊತೆಗೆ ಅನ್ನದಾನವನ್ನು ಮಾಡುತ್ತಾ ಬರಲಾಗುತ್ತಿದೆ ಎಂದರು. [450, 362, 844, 557]
article-body: ರಾಯಚೂರು: ಸೂರ್ಯ ಚಂದ್ರರುಇರುವವರೆಗೂ ಭಾರತದ ಸಂವಿಧಾನ ಇರುತ್ತದೆ. ಇದೇ ಭಾರತದ ದೇಶದ ಶಕ್ತಿಯಾಗಿದೆ ಎಂದು ರಾಯಚೂರು ಜಿಲ್ಲಾ ನ್ಯಾಯಾಲಯದ ಆವರಣದಲ್ಲಿ ನಡೆದ ಸಂವಿಧಾನ ದಿನಾಚರಣೆ ಕಾರ್ಯಕ್ರಮದಲ್ಲಿ ಕಾನೂನು ಶಾಲೆಯ ನಿವೃತ್ತ ಉಪ ಕುಲಪತಿಯಾದ ಪ್ರೊ.ಜೆ.ಎಸ್.ಪಾಟೀಲ ಅವರು ಹೇಳಿದರು. 1947ರಂದು ದೇಶಕ್ಕೆ ಸ್ವಾತಂತ್ರ್ಯ ಬಂದ ನಂತರ ಡಾ.ಬಿ.ಆರ್.ಅಂಬೇಡ್ಕರ್ ಅವರ ನೇತೃತ್ವದಲ್ಲಿ ಸಂವಿಧಾನ ರಚನಾ ಸಮಿತಿ ರಚನೆಗೊಂಡಿತು ಎಂದರು. ಅವರು ಹೇಳಿದಂತೆ ಸಂವಿಧಾನವು ಒಂದು ಜೀವಂತ ದಾಖಲೆಯಾಗಿದೆ. ಸಂವಿಧಾನದ ಆಶಯಗಳನ್ನು ಪ್ರತಿಯೊಬ್ಬ ನಾಗರಿಕರು ಅರಿತು ನಡೆಯಬೇಕು ಎಂದು ತಿಳಿಸಿದರು. [56, 2261, 450, 2383]
